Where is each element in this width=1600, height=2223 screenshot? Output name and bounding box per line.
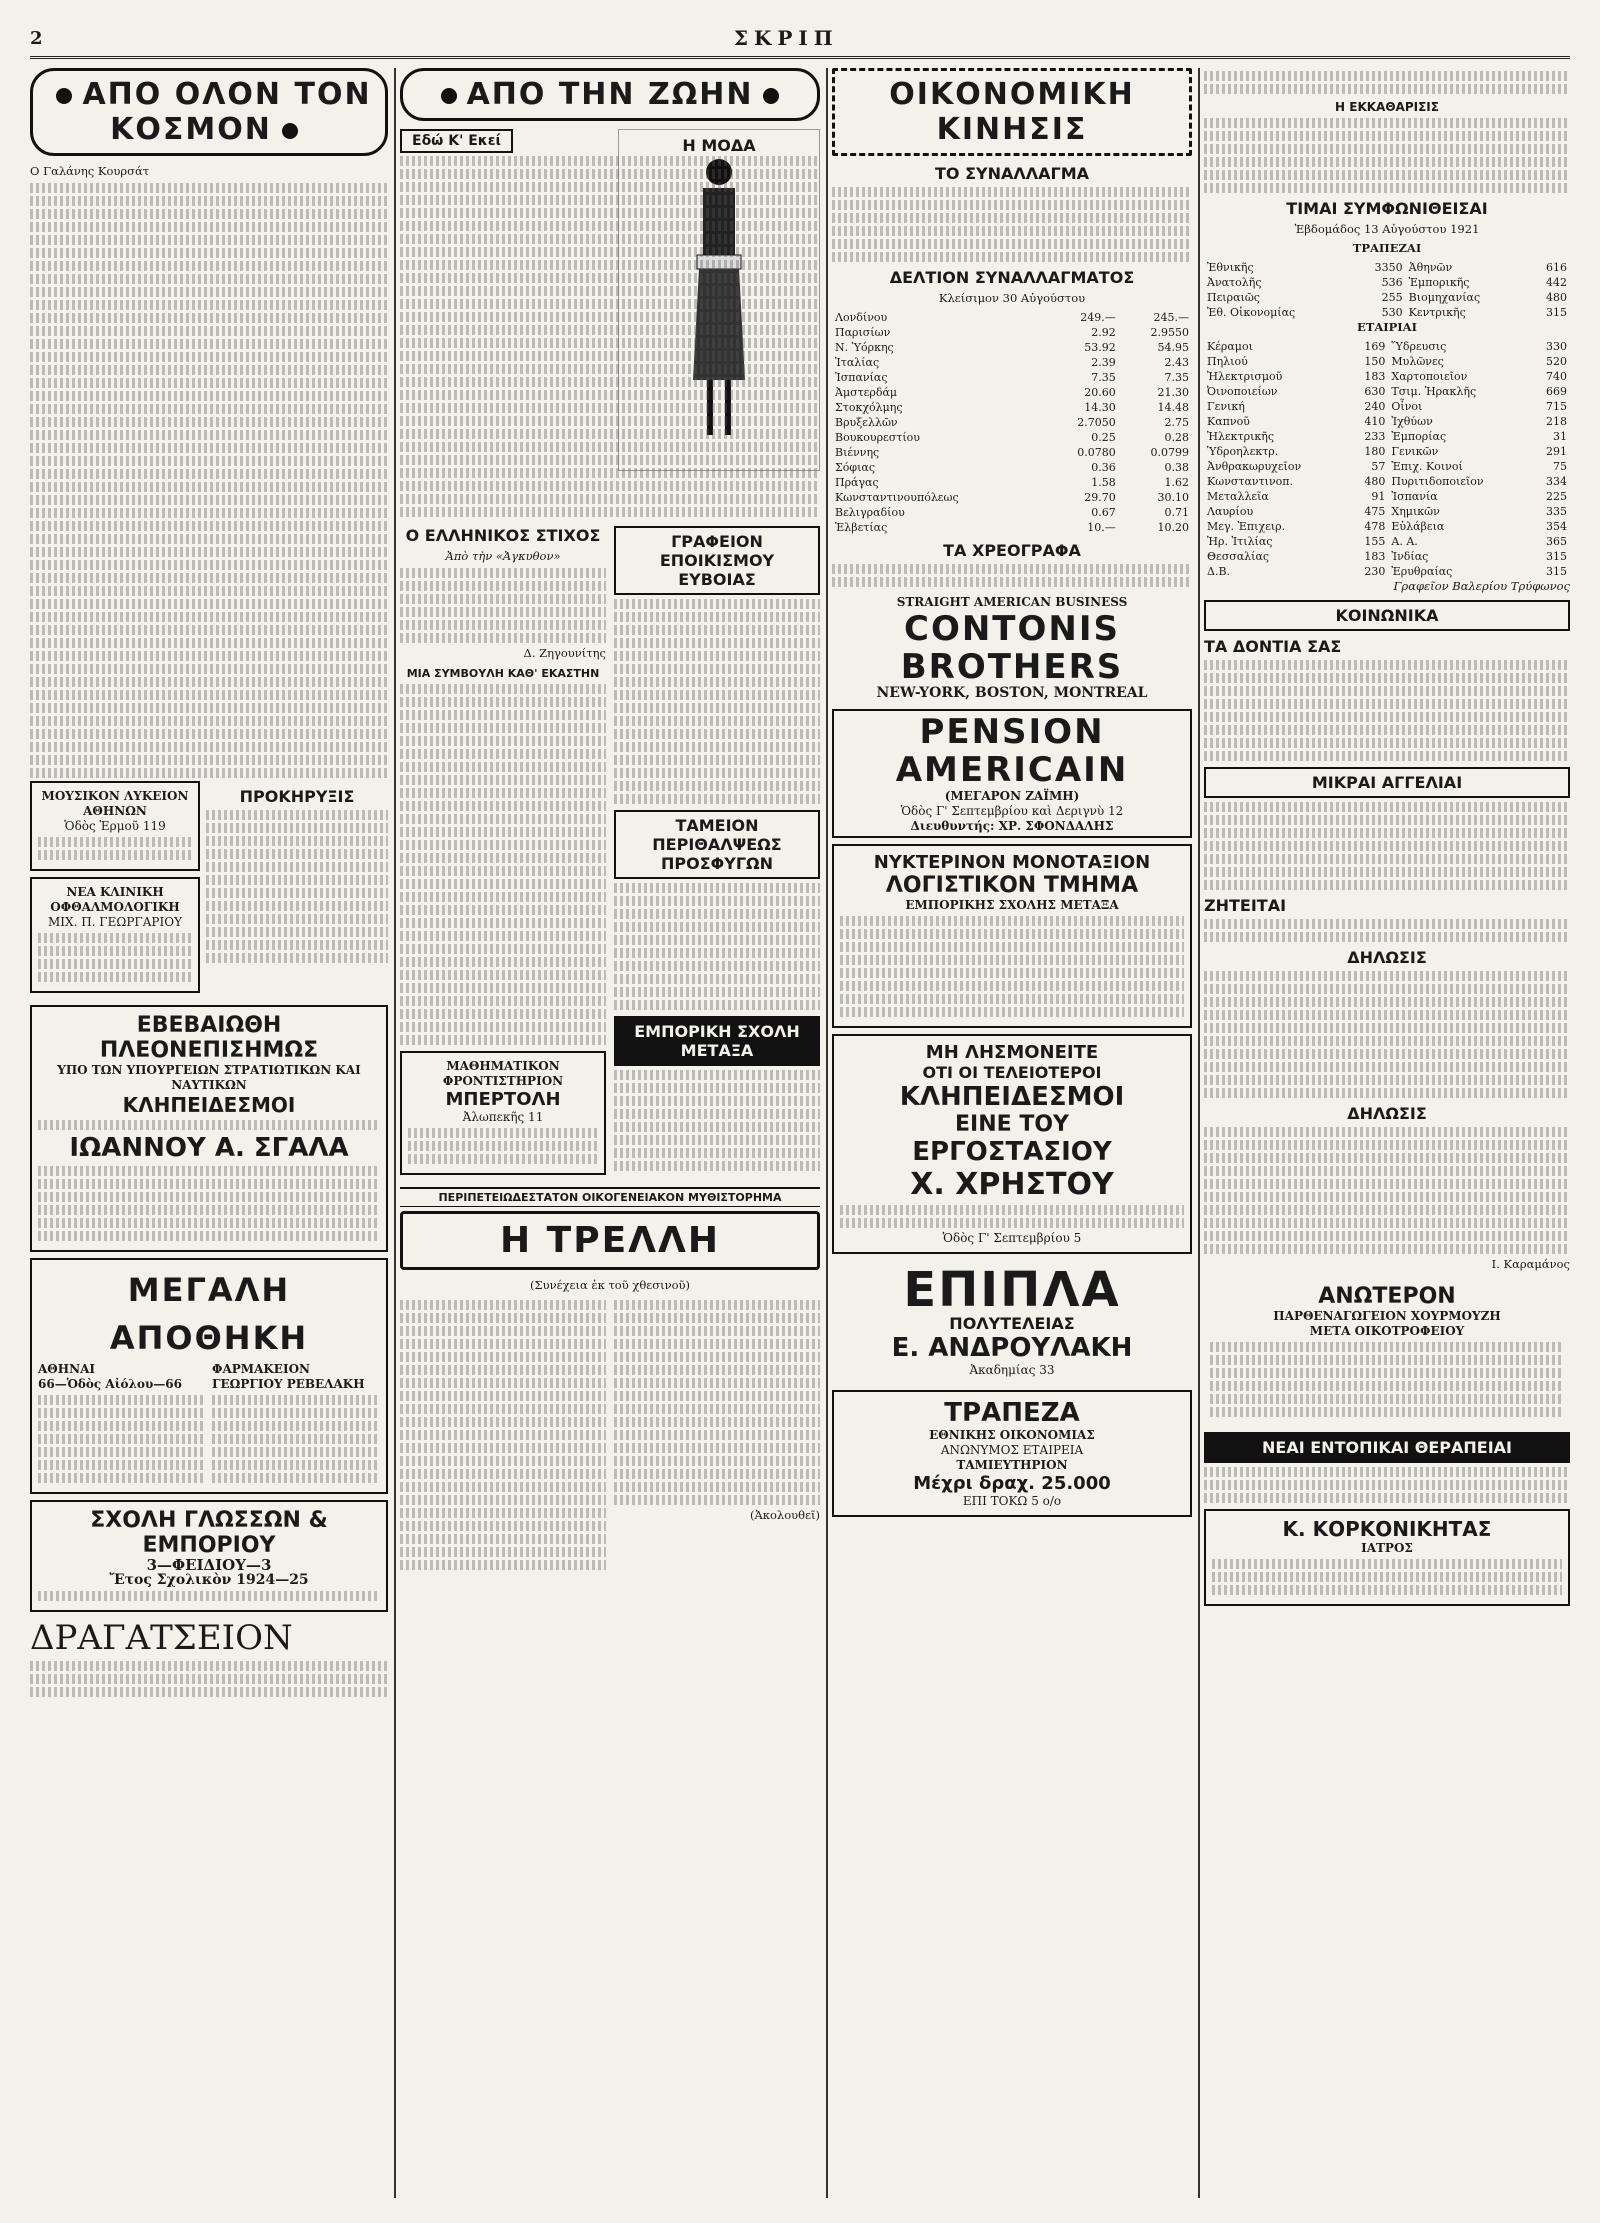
prices-signature: Γραφεῖον Βαλερίου Τρύφωνος xyxy=(1393,579,1570,593)
column-rule xyxy=(826,68,828,2198)
price-value: 291 xyxy=(1546,445,1567,458)
rate-currency: Ἰταλίας xyxy=(835,356,880,369)
price-name: Βιομηχανίας xyxy=(1408,291,1481,304)
price-name: Χημικῶν xyxy=(1391,505,1440,518)
dentists-heading: ΤΑ ΔΟΝΤΙΑ ΣΑΣ xyxy=(1204,637,1342,656)
rate-value: 245.— xyxy=(1153,311,1189,324)
rate-value: 10.— xyxy=(1087,521,1116,534)
poem-author: Δ. Ζηγουνίτης xyxy=(523,646,606,660)
here-and-there-label: Εδώ Κ' Εκεί xyxy=(400,129,513,153)
rate-value: 2.43 xyxy=(1164,356,1189,369)
price-name: Ἰσπανία xyxy=(1391,490,1438,503)
column-4 xyxy=(1204,68,1570,1612)
rate-currency: Ν. Ὑόρκης xyxy=(835,341,894,354)
rate-value: 53.92 xyxy=(1084,341,1116,354)
rate-currency: Στοκχόλμης xyxy=(835,401,903,414)
rate-value: 2.75 xyxy=(1164,416,1189,429)
price-name: Ἀνθρακωρυχεῖον xyxy=(1207,460,1302,473)
column-rule xyxy=(1198,68,1200,2198)
language-school-ad: ΣΧΟΛΗ ΓΛΩΣΣΩΝ & ΕΜΠΟΡΙΟΥ 3—ΦΕΙΔΙΟΥ—3 Ἔτος Σχολικὸν 1924—25 xyxy=(30,1500,388,1612)
price-name: Ἀνατολῆς xyxy=(1207,276,1262,289)
rate-row xyxy=(832,355,1192,370)
refugee-fund-heading: ΤΑΜΕΙΟΝ ΠΕΡΙΘΑΛΨΕΩΣ ΠΡΟΣΦΥΓΩΝ xyxy=(614,810,820,879)
rate-row xyxy=(832,520,1192,535)
rate-value: 2.39 xyxy=(1091,356,1116,369)
rate-value: 249.— xyxy=(1080,311,1116,324)
serial-heading: ΠΕΡΙΠΕΤΕΙΩΔΕΣΤΑΤΟΝ ΟΙΚΟΓΕΝΕΙΑΚΟΝ ΜΥΘΙΣΤΟΡΗΜΑ xyxy=(400,1187,820,1207)
price-row xyxy=(1204,399,1570,414)
price-value: 520 xyxy=(1546,355,1567,368)
dragatseion-ad: ΔΡΑΓΑΤΣΕΙΟΝ xyxy=(30,1618,293,1658)
price-name: Δ.Β. xyxy=(1207,565,1231,578)
price-name: Ἐπιχ. Κοινοί xyxy=(1391,460,1463,473)
rate-value: 7.35 xyxy=(1091,371,1116,384)
price-row xyxy=(1204,564,1570,579)
price-name: Ἐθ. Οἰκονομίας xyxy=(1207,306,1296,319)
price-value: 3350 xyxy=(1374,261,1403,274)
article-lead: Ο Γαλάνης Κουρσάτ xyxy=(30,164,150,178)
warehouse-ad: ΜΕΓΑΛΗ ΑΠΟΘΗΚΗ ΑΘΗΝΑΙ 66—Ὁδὸς Αἰόλου—66 ΦΑΡΜΑΚΕΙΟΝ ΓΕΩΡΓΙΟΥ ΡΕΒΕΛΑΚΗ xyxy=(30,1258,388,1494)
column-3 xyxy=(832,68,1192,1523)
price-value: 315 xyxy=(1546,550,1567,563)
column-1 xyxy=(30,68,388,1700)
notice-heading: ΔΗΛΩΣΙΣ xyxy=(1347,948,1427,967)
price-name: Ὕδρευσις xyxy=(1391,340,1447,353)
rate-value: 0.67 xyxy=(1091,506,1116,519)
hand-icon xyxy=(56,88,72,104)
price-value: 150 xyxy=(1364,355,1386,368)
price-value: 354 xyxy=(1546,520,1567,533)
price-name: Κεντρικῆς xyxy=(1408,306,1466,319)
rate-value: 0.71 xyxy=(1164,506,1189,519)
hand-icon xyxy=(282,123,298,139)
price-row xyxy=(1204,504,1570,519)
price-value: 475 xyxy=(1364,505,1386,518)
rate-value: 0.25 xyxy=(1091,431,1116,444)
hand-icon xyxy=(763,88,779,104)
rate-row xyxy=(832,490,1192,505)
price-value: 230 xyxy=(1364,565,1386,578)
price-name: Μυλῶνες xyxy=(1391,355,1444,368)
price-value: 315 xyxy=(1546,306,1567,319)
price-row xyxy=(1204,369,1570,384)
euboea-office-heading: ΓΡΑΦΕΙΟΝ ΕΠΟΙΚΙΣΜΟΥ ΕΥΒΟΙΑΣ xyxy=(614,526,820,595)
poem-title: Ἀπὸ τὴν «Ἀγκυθον» xyxy=(445,549,561,563)
price-value: 536 xyxy=(1381,276,1403,289)
price-value: 334 xyxy=(1546,475,1567,488)
rate-value: 20.60 xyxy=(1084,386,1116,399)
page-number: 2 xyxy=(30,27,43,49)
price-value: 715 xyxy=(1546,400,1567,413)
price-value: 57 xyxy=(1371,460,1386,473)
paper-name: ΣΚΡΙΠ xyxy=(733,26,839,50)
price-name: Α. Α. xyxy=(1391,535,1418,548)
rate-value: 0.0799 xyxy=(1150,446,1189,459)
serial-continuation: (Συνέχεια ἐκ τοῦ χθεσινοῦ) xyxy=(530,1278,690,1292)
rate-currency: Κωνσταντινουπόλεως xyxy=(835,491,959,504)
price-name: Ἐμπορίας xyxy=(1391,430,1447,443)
small-ads-heading: ΜΙΚΡΑΙ ΑΓΓΕΛΙΑΙ xyxy=(1204,767,1570,798)
music-lyceum-ad: ΜΟΥΣΙΚΟΝ ΛΥΚΕΙΟΝ ΑΘΗΝΩΝ Ὁδὸς Ἑρμοῦ 119 xyxy=(30,781,200,871)
economy-band: ΟΙΚΟΝΟΜΙΚΗ ΚΙΝΗΣΙΣ xyxy=(832,68,1192,156)
price-name: Ἀθηνῶν xyxy=(1408,261,1453,274)
price-row xyxy=(1204,290,1570,305)
price-name: Ἐρυθραίας xyxy=(1391,565,1453,578)
company-prices-table xyxy=(1204,339,1570,579)
price-row xyxy=(1204,275,1570,290)
rate-currency: Ἑλβετίας xyxy=(835,521,888,534)
eye-clinic-ad: ΝΕΑ ΚΛΙΝΙΚΗ ΟΦΘΑΛΜΟΛΟΓΙΚΗ ΜΙΧ. Π. ΓΕΩΡΓΑΡΙΟΥ xyxy=(30,877,200,993)
price-value: 233 xyxy=(1364,430,1386,443)
price-value: 155 xyxy=(1364,535,1386,548)
price-name: Καπνοῦ xyxy=(1207,415,1250,428)
bank-ad: ΤΡΑΠΕΖΑ ΕΘΝΙΚΗΣ ΟΙΚΟΝΟΜΙΑΣ ΑΝΩΝΥΜΟΣ ΕΤΑΙΡΕΙΑ ΤΑΜΙΕΥΤΗΡΙΟΝ Μέχρι δραχ. 25.000 ΕΠΙ ΤΟΚΩ 5 ο/ο xyxy=(832,1390,1192,1517)
price-name: Πηλιού xyxy=(1207,355,1248,368)
metaxa-school-heading: ΕΜΠΟΡΙΚΗ ΣΧΟΛΗ ΜΕΤΑΞΑ xyxy=(614,1016,820,1066)
column-rule xyxy=(394,68,396,2198)
price-row xyxy=(1204,489,1570,504)
rate-value: 0.38 xyxy=(1164,461,1189,474)
companies-subheading: ΕΤΑΙΡΙΑΙ xyxy=(1357,320,1417,334)
social-heading: ΚΟΙΝΩΝΙΚΑ xyxy=(1204,600,1570,631)
wanted-heading: ΖΗΤΕΙΤΑΙ xyxy=(1204,896,1287,915)
rate-currency: Ἀμστερδάμ xyxy=(835,386,898,399)
price-value: 442 xyxy=(1546,276,1567,289)
price-row xyxy=(1204,429,1570,444)
girls-school-ad: ΑΝΩΤΕΡΟΝ ΠΑΡΘΕΝΑΓΩΓΕΙΟΝ ΧΟΥΡΜΟΥΖΗ ΜΕΤΑ ΟΙΚΟΤΡΟΦΕΙΟΥ xyxy=(1204,1278,1570,1426)
contonis-ad: STRAIGHT AMERICAN BUSINESS CONTONIS BROTHERS NEW-YORK, BOSTON, MONTREAL xyxy=(876,595,1148,701)
price-value: 480 xyxy=(1546,291,1567,304)
price-row xyxy=(1204,339,1570,354)
rate-currency: Σόφιας xyxy=(835,461,876,474)
world-news-band: ΑΠΟ ΟΛΟΝ ΤΟΝ ΚΟΣΜΟΝ xyxy=(30,68,388,156)
rate-row xyxy=(832,430,1192,445)
rate-value: 0.28 xyxy=(1164,431,1189,444)
exchange-date: Κλείσιμον 30 Αὐγούστου xyxy=(938,291,1086,305)
price-value: 255 xyxy=(1381,291,1403,304)
rate-row xyxy=(832,475,1192,490)
auction-heading: Η ΕΚΚΑΘΑΡΙΣΙΣ xyxy=(1335,100,1439,114)
rate-value: 1.62 xyxy=(1164,476,1189,489)
rate-row xyxy=(832,505,1192,520)
rate-value: 30.10 xyxy=(1157,491,1189,504)
exchange-heading: ΤΟ ΣΥΝΑΛΛΑΓΜΑ xyxy=(934,164,1090,183)
rate-currency: Ἰσπανίας xyxy=(835,371,888,384)
price-row xyxy=(1204,459,1570,474)
price-name: Ὑδροηλεκτρ. xyxy=(1207,445,1279,458)
price-value: 330 xyxy=(1546,340,1567,353)
price-value: 669 xyxy=(1546,385,1567,398)
life-band: ΑΠΟ ΤΗΝ ΖΩΗΝ xyxy=(400,68,820,121)
rate-currency: Βελιγραδίου xyxy=(835,506,905,519)
price-value: 75 xyxy=(1553,460,1567,473)
hand-icon xyxy=(441,88,457,104)
rate-currency: Βιέννης xyxy=(835,446,880,459)
price-row xyxy=(1204,444,1570,459)
price-row xyxy=(1204,549,1570,564)
price-name: Ἠλεκτρισμοῦ xyxy=(1207,370,1283,383)
bandages-ad: ΕΒΕΒΑΙΩΘΗ ΠΛΕΟΝΕΠΙΣΗΜΩΣ ΥΠΟ ΤΩΝ ΥΠΟΥΡΓΕΙΩΝ ΣΤΡΑΤΙΩΤΙΚΩΝ ΚΑΙ ΝΑΥΤΙΚΩΝ ΚΛΗΠΕΙΔΕΣΜΟΙ ΙΩΑΝΝΟΥ Α. ΣΓΑΛΑ xyxy=(30,1005,388,1252)
price-name: Πυριτιδοποιεῖον xyxy=(1391,475,1484,488)
clinic-heading: ΝΕΑΙ ΕΝΤΟΠΙΚΑΙ ΘΕΡΑΠΕΙΑΙ xyxy=(1204,1432,1570,1463)
price-row xyxy=(1204,414,1570,429)
price-value: 410 xyxy=(1364,415,1386,428)
price-value: 180 xyxy=(1364,445,1386,458)
price-value: 240 xyxy=(1364,400,1386,413)
price-name: Ἰχθύων xyxy=(1391,415,1433,428)
price-name: Ὀινοποιείων xyxy=(1207,385,1278,398)
exchange-table xyxy=(832,310,1192,535)
rate-value: 14.30 xyxy=(1084,401,1116,414)
price-name: Ἐθνικῆς xyxy=(1207,261,1254,274)
serial-title: Η ΤΡΕΛΛΗ xyxy=(400,1211,820,1270)
prices-date: Ἑβδομάδος 13 Αὐγούστου 1921 xyxy=(1294,222,1480,236)
rate-row xyxy=(832,310,1192,325)
poetry-heading: Ο ΕΛΛΗΝΙΚΟΣ ΣΤΙΧΟΣ xyxy=(405,526,601,545)
prices-heading: ΤΙΜΑΙ ΣΥΜΦΩΝΙΘΕΙΣΑΙ xyxy=(1286,199,1488,218)
banks-subheading: ΤΡΑΠΕΖΑΙ xyxy=(1352,241,1422,255)
exchange-bulletin-heading: ΔΕΛΤΙΟΝ ΣΥΝΑΛΛΑΓΜΑΤΟΣ xyxy=(889,268,1135,287)
price-name: Ἰνδίας xyxy=(1391,550,1429,563)
notice-signature: Ι. Καραμάνος xyxy=(1491,1257,1570,1271)
price-value: 335 xyxy=(1546,505,1567,518)
price-value: 218 xyxy=(1546,415,1567,428)
price-value: 740 xyxy=(1546,370,1567,383)
price-value: 183 xyxy=(1364,550,1386,563)
price-name: Κωνσταντινοπ. xyxy=(1207,475,1294,488)
price-row xyxy=(1204,305,1570,320)
price-value: 530 xyxy=(1381,306,1403,319)
masthead xyxy=(30,20,1570,59)
price-value: 315 xyxy=(1546,565,1567,578)
price-name: Ἠλεκτρικῆς xyxy=(1207,430,1275,443)
advice-heading: ΜΙΑ ΣΥΜΒΟΥΛΗ ΚΑΘ' ΕΚΑΣΤΗΝ xyxy=(406,667,600,680)
furniture-ad: ΕΠΙΠΛΑ ΠΟΛΥΤΕΛΕΙΑΣ Ε. ΑΝΔΡΟΥΛΑΚΗ Ἀκαδημίας 33 xyxy=(891,1262,1133,1377)
price-name: Λαυρίου xyxy=(1207,505,1254,518)
price-name: Εὐλάβεια xyxy=(1391,520,1445,533)
rate-currency: Βρυξελλῶν xyxy=(835,416,898,429)
pension-ad: PENSION AMERICAIN (ΜΕΓΑΡΟΝ ΖΑΪΜΗ) Ὁδὸς Γ' Σεπτεμβρίου καὶ Δεριγνὺ 12 Διευθυντής: ΧΡ. ΣΦΟΝΔΑΛΗΣ xyxy=(832,709,1192,838)
rate-value: 0.0780 xyxy=(1077,446,1116,459)
rate-value: 2.9550 xyxy=(1150,326,1189,339)
rate-row xyxy=(832,325,1192,340)
price-value: 478 xyxy=(1364,520,1386,533)
bank-prices-table xyxy=(1204,260,1570,320)
price-value: 630 xyxy=(1364,385,1386,398)
column-2 xyxy=(400,68,820,1573)
price-value: 91 xyxy=(1371,490,1386,503)
rate-row xyxy=(832,385,1192,400)
price-value: 365 xyxy=(1546,535,1567,548)
price-value: 183 xyxy=(1364,370,1386,383)
rate-value: 2.7050 xyxy=(1077,416,1116,429)
rate-value: 7.35 xyxy=(1164,371,1189,384)
doctor-ad: Κ. ΚΟΡΚΟΝΙΚΗΤΑΣ ΙΑΤΡΟΣ xyxy=(1204,1509,1570,1606)
rate-value: 0.36 xyxy=(1091,461,1116,474)
price-name: Γενική xyxy=(1207,400,1245,413)
newspaper-page xyxy=(30,20,1570,2200)
rate-row xyxy=(832,445,1192,460)
rate-currency: Λονδίνου xyxy=(835,311,888,324)
price-value: 169 xyxy=(1364,340,1386,353)
price-name: Κέραμοι xyxy=(1207,340,1253,353)
rate-row xyxy=(832,400,1192,415)
rate-row xyxy=(832,340,1192,355)
price-row xyxy=(1204,474,1570,489)
rate-row xyxy=(832,370,1192,385)
price-name: Ἐμπορικῆς xyxy=(1408,276,1470,289)
price-name: Τσιμ. Ἡρακλῆς xyxy=(1391,385,1477,398)
rate-value: 1.58 xyxy=(1091,476,1116,489)
notice-heading: ΔΗΛΩΣΙΣ xyxy=(1347,1104,1427,1123)
bonds-heading: ΤΑ ΧΡΕΟΓΡΑΦΑ xyxy=(943,541,1081,560)
price-row xyxy=(1204,354,1570,369)
price-value: 225 xyxy=(1546,490,1567,503)
rate-value: 29.70 xyxy=(1084,491,1116,504)
rate-row xyxy=(832,460,1192,475)
rate-value: 21.30 xyxy=(1157,386,1189,399)
price-row xyxy=(1204,384,1570,399)
rate-value: 54.95 xyxy=(1157,341,1189,354)
rate-currency: Παρισίων xyxy=(835,326,891,339)
price-row xyxy=(1204,260,1570,275)
tender-heading: ΠΡΟΚΗΡΥΞΙΣ xyxy=(239,787,355,806)
price-name: Μεγ. Ἐπιχειρ. xyxy=(1207,520,1286,533)
rate-currency: Πράγας xyxy=(835,476,879,489)
price-name: Θεσσαλίας xyxy=(1207,550,1270,563)
price-row xyxy=(1204,519,1570,534)
serial-next: (Ἀκολουθεῖ) xyxy=(750,1508,820,1522)
price-name: Ἠρ. Ἰτιλίας xyxy=(1207,535,1273,548)
price-name: Χαρτοποιεῖον xyxy=(1391,370,1468,383)
rate-row xyxy=(832,415,1192,430)
rate-value: 10.20 xyxy=(1157,521,1189,534)
price-value: 31 xyxy=(1553,430,1567,443)
tutoring-ad: ΜΑΘΗΜΑΤΙΚΟΝ ΦΡΟΝΤΙΣΤΗΡΙΟΝ ΜΠΕΡΤΟΛΗ Ἀλωπεκῆς 11 xyxy=(400,1051,606,1175)
fashion-title: Η ΜΟΔΑ xyxy=(682,136,756,155)
rate-value: 14.48 xyxy=(1157,401,1189,414)
article-text xyxy=(30,183,388,778)
price-name: Γενικῶν xyxy=(1391,445,1439,458)
price-name: Μεταλλεῖα xyxy=(1207,490,1269,503)
price-row xyxy=(1204,534,1570,549)
price-value: 480 xyxy=(1364,475,1386,488)
night-school-ad: ΝΥΚΤΕΡΙΝΟΝ ΜΟΝΟΤΑΞΙΟΝ ΛΟΓΙΣΤΙΚΟΝ ΤΜΗΜΑ ΕΜΠΟΡΙΚΗΣ ΣΧΟΛΗΣ ΜΕΤΑΞΑ xyxy=(832,844,1192,1028)
bandages-reminder-ad: ΜΗ ΛΗΣΜΟΝΕΙΤΕ ΟΤΙ ΟΙ ΤΕΛΕΙΟΤΕΡΟΙ ΚΛΗΠΕΙΔΕΣΜΟΙ ΕΙΝΕ ΤΟΥ ΕΡΓΟΣΤΑΣΙΟΥ Χ. ΧΡΗΣΤΟΥ Ὁδὸς Γ' Σεπτεμβρίου 5 xyxy=(832,1034,1192,1254)
price-name: Οἶνοι xyxy=(1391,400,1423,413)
price-name: Πειραιῶς xyxy=(1207,291,1260,304)
rate-value: 2.92 xyxy=(1091,326,1116,339)
rate-currency: Βουκουρεστίου xyxy=(835,431,920,444)
price-value: 616 xyxy=(1546,261,1567,274)
